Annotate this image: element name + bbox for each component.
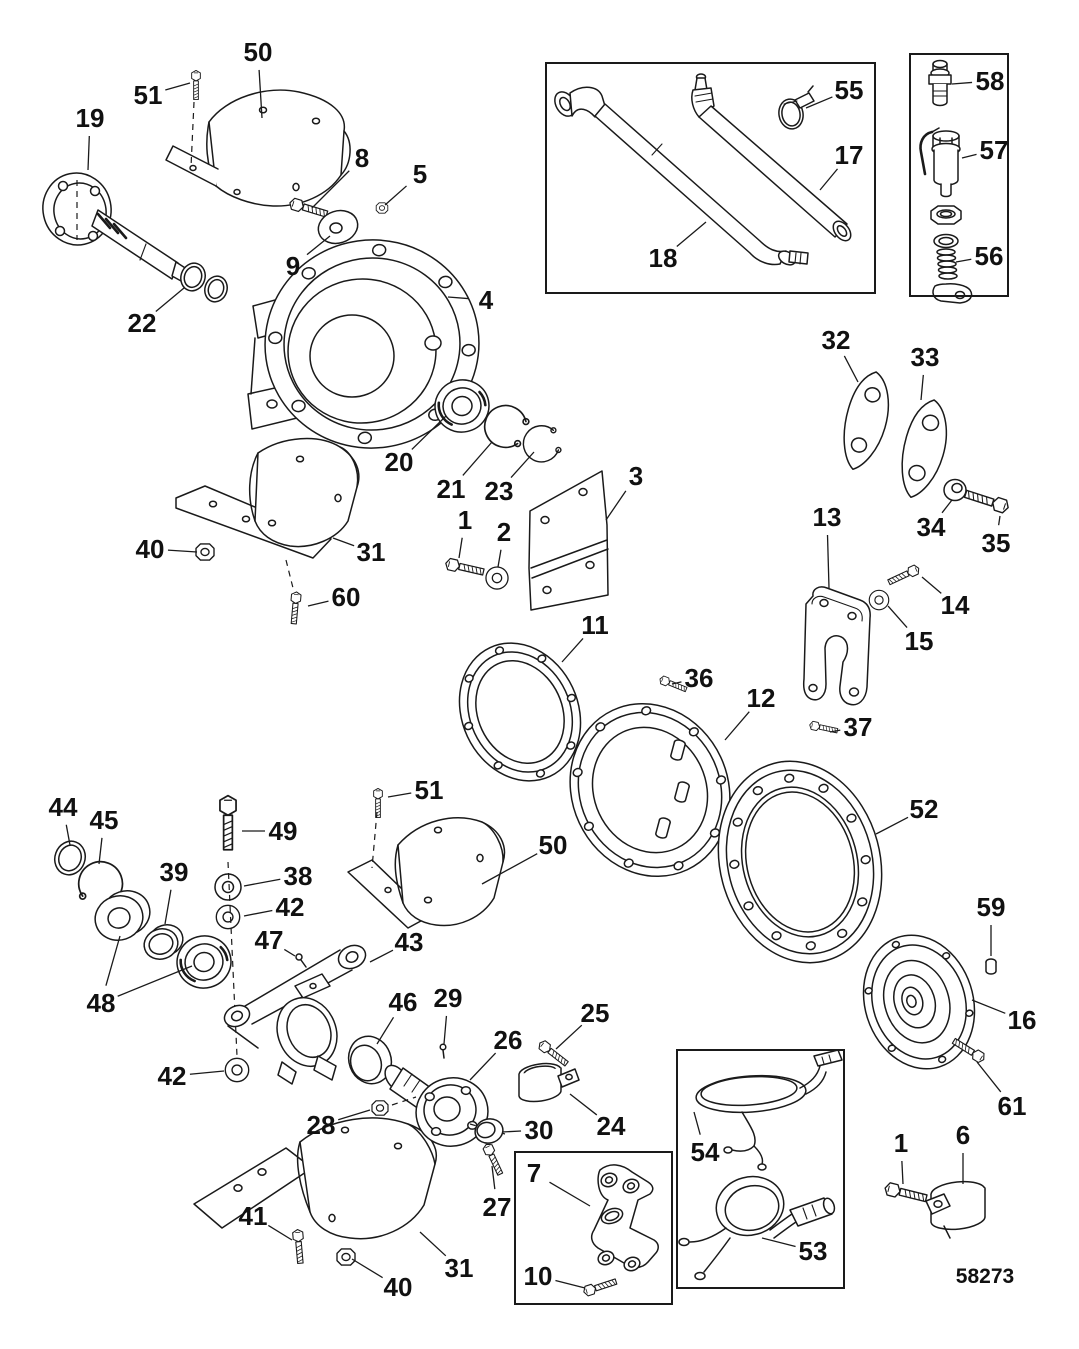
callout-28: 28 <box>306 1110 336 1140</box>
callout-25: 25 <box>580 998 610 1028</box>
washer-42-lower <box>225 1058 248 1081</box>
part-anchor-bracket-13 <box>804 587 871 705</box>
callout-50: 50 <box>243 37 273 67</box>
callout-61: 61 <box>997 1091 1027 1121</box>
leader-line-3 <box>606 491 626 520</box>
callout-15: 15 <box>904 626 934 656</box>
leader-line-40 <box>352 1259 383 1278</box>
callout-59: 59 <box>976 892 1006 922</box>
leader-line-1 <box>902 1161 903 1184</box>
fitting-59 <box>986 959 996 974</box>
nut-40-lower <box>337 1249 355 1265</box>
leader-line-61 <box>977 1062 1001 1092</box>
callout-31: 31 <box>444 1253 474 1283</box>
part-fitting-58 <box>929 61 951 106</box>
leader-line-33 <box>921 375 923 400</box>
callout-14: 14 <box>940 590 970 620</box>
alignment-dash-60 <box>286 560 294 592</box>
leader-line-40 <box>168 550 197 552</box>
leader-line-24 <box>570 1094 597 1115</box>
screw-51-top <box>192 70 201 99</box>
bolt-35 <box>964 488 1011 514</box>
leader-line-10 <box>555 1280 585 1288</box>
washer-15 <box>869 590 889 610</box>
callout-58: 58 <box>975 66 1005 96</box>
part-o-rings <box>177 260 230 305</box>
leader-line-48 <box>106 936 120 986</box>
part-coupler-shaft <box>36 167 200 288</box>
leader-line-31 <box>420 1232 446 1256</box>
bolt-1-upper <box>445 558 485 578</box>
leader-line-39 <box>165 890 171 924</box>
part-hose-clamp-55 <box>777 86 814 131</box>
leader-line-30 <box>502 1131 521 1132</box>
leader-line-5 <box>385 186 407 205</box>
leader-line-51 <box>165 83 190 90</box>
part-clamp-24 <box>518 1061 579 1101</box>
callout-23: 23 <box>484 476 514 506</box>
bolt-41 <box>292 1229 305 1264</box>
callout-29: 29 <box>433 983 463 1013</box>
leader-line-48 <box>118 966 192 996</box>
leader-line-42 <box>244 910 272 916</box>
leader-line-15 <box>888 606 907 628</box>
washer-2 <box>486 567 508 589</box>
nut-40-upper <box>196 544 214 560</box>
leader-line-1 <box>459 538 462 558</box>
callout-20: 20 <box>384 447 414 477</box>
leader-line-11 <box>562 638 583 662</box>
callout-17: 17 <box>834 140 864 170</box>
leader-line-16 <box>972 1000 1005 1013</box>
leader-line-23 <box>511 452 534 478</box>
part-gasket-32 <box>834 368 897 475</box>
callout-57: 57 <box>979 135 1009 165</box>
callout-30: 30 <box>524 1115 554 1145</box>
leader-line-54 <box>694 1112 700 1135</box>
callout-31: 31 <box>356 537 386 567</box>
callout-56: 56 <box>974 241 1004 271</box>
callout-60: 60 <box>331 582 361 612</box>
callout-52: 52 <box>909 794 939 824</box>
washer-38 <box>215 874 241 900</box>
callout-6: 6 <box>955 1120 971 1150</box>
callout-33: 33 <box>910 342 940 372</box>
callout-53: 53 <box>798 1236 828 1266</box>
callout-27: 27 <box>482 1192 512 1222</box>
callout-42: 42 <box>157 1061 187 1091</box>
callout-1: 1 <box>457 505 473 535</box>
part-threaded-elbow-56 <box>933 249 972 303</box>
leader-line-47 <box>284 949 295 956</box>
leader-line-2 <box>498 550 501 567</box>
screw-37 <box>809 721 838 735</box>
callout-40: 40 <box>383 1272 413 1302</box>
leader-line-52 <box>876 817 908 834</box>
leader-line-27 <box>492 1166 495 1189</box>
callout-37: 37 <box>843 712 873 742</box>
callout-40: 40 <box>135 534 165 564</box>
bolt-14 <box>887 564 921 587</box>
callout-4: 4 <box>478 285 494 315</box>
callout-47: 47 <box>254 925 284 955</box>
callout-1: 1 <box>893 1128 909 1158</box>
callout-19: 19 <box>75 103 105 133</box>
leader-line-60 <box>308 601 328 606</box>
leader-line-29 <box>444 1016 446 1044</box>
callout-35: 35 <box>981 528 1011 558</box>
callout-18: 18 <box>648 243 678 273</box>
leader-line-45 <box>99 838 102 864</box>
part-mount-bracket-7 <box>592 1165 659 1273</box>
bolt-27 <box>482 1142 505 1176</box>
callout-36: 36 <box>684 663 714 693</box>
callout-51: 51 <box>414 775 444 805</box>
part-mount-plate <box>529 471 608 610</box>
callout-55: 55 <box>834 75 864 105</box>
callout-49: 49 <box>268 816 298 846</box>
washer-34 <box>944 480 966 501</box>
bolt-10 <box>582 1277 617 1297</box>
part-clamp-shell-lower <box>348 818 504 928</box>
callout-38: 38 <box>283 861 313 891</box>
callout-22: 22 <box>127 308 157 338</box>
leader-line-56 <box>956 259 971 262</box>
callout-42: 42 <box>275 892 305 922</box>
washer-42-upper <box>216 905 239 928</box>
leader-line-22 <box>156 288 184 311</box>
callout-24: 24 <box>596 1111 626 1141</box>
callout-13: 13 <box>812 502 842 532</box>
callout-51: 51 <box>133 80 163 110</box>
nut-28 <box>372 1101 388 1115</box>
callout-9: 9 <box>285 251 301 281</box>
leader-line-12 <box>725 712 749 740</box>
figure-number: 58273 <box>955 1265 1015 1288</box>
callout-7: 7 <box>526 1158 542 1188</box>
leader-line-57 <box>962 154 977 158</box>
leader-line-53 <box>762 1238 796 1247</box>
leader-line-51 <box>388 793 411 797</box>
callout-43: 43 <box>394 927 424 957</box>
callout-12: 12 <box>746 683 776 713</box>
callout-44: 44 <box>48 792 78 822</box>
part-drain-valve-57 <box>920 128 960 197</box>
bolt-1-lower <box>884 1182 928 1204</box>
callout-39: 39 <box>159 857 189 887</box>
alignment-dash-51b <box>372 812 377 868</box>
screw-47 <box>296 954 306 967</box>
part-spacer-48 <box>89 885 155 947</box>
part-washer-57 <box>934 235 958 248</box>
leader-line-46 <box>377 1017 394 1044</box>
callout-16: 16 <box>1007 1005 1037 1035</box>
callout-34: 34 <box>916 512 946 542</box>
leader-line-13 <box>828 535 829 588</box>
leader-line-31 <box>333 538 354 546</box>
leader-line-43 <box>370 950 393 962</box>
leader-line-21 <box>463 442 492 475</box>
part-saddle-bracket-upper <box>176 439 359 558</box>
leader-line-41 <box>268 1225 292 1240</box>
callout-41: 41 <box>238 1201 268 1231</box>
leader-line-42 <box>190 1071 224 1074</box>
leader-line-14 <box>922 577 941 593</box>
callout-50: 50 <box>538 830 568 860</box>
part-p-clamp-6 <box>926 1179 986 1238</box>
part-cover-plate-16 <box>847 921 992 1084</box>
leader-line-35 <box>999 516 1000 525</box>
part-nut-57 <box>931 206 961 224</box>
callout-11: 11 <box>581 610 609 640</box>
callout-46: 46 <box>388 987 418 1017</box>
screw-51-lower <box>374 788 383 817</box>
callout-32: 32 <box>821 325 851 355</box>
callout-26: 26 <box>493 1025 523 1055</box>
callout-8: 8 <box>354 143 370 173</box>
leader-line-32 <box>844 356 858 382</box>
screw-29 <box>440 1044 446 1058</box>
callout-45: 45 <box>89 805 119 835</box>
callout-10: 10 <box>523 1261 553 1291</box>
callout-3: 3 <box>628 461 644 491</box>
callout-54: 54 <box>690 1137 720 1167</box>
leader-line-34 <box>942 500 952 513</box>
leader-line-19 <box>88 136 89 170</box>
leader-line-58 <box>952 82 972 84</box>
leader-line-25 <box>556 1025 582 1049</box>
callout-21: 21 <box>436 474 466 504</box>
bolt-49 <box>220 796 236 850</box>
leader-line-17 <box>820 169 838 190</box>
leader-line-18 <box>677 222 706 246</box>
callout-2: 2 <box>496 517 512 547</box>
callout-5: 5 <box>412 159 428 189</box>
leader-line-7 <box>550 1182 590 1206</box>
leader-line-38 <box>244 879 280 886</box>
bolt-60 <box>289 591 301 624</box>
leader-line-26 <box>470 1053 496 1080</box>
callout-48: 48 <box>86 988 116 1018</box>
snap-ring-23 <box>517 419 566 467</box>
